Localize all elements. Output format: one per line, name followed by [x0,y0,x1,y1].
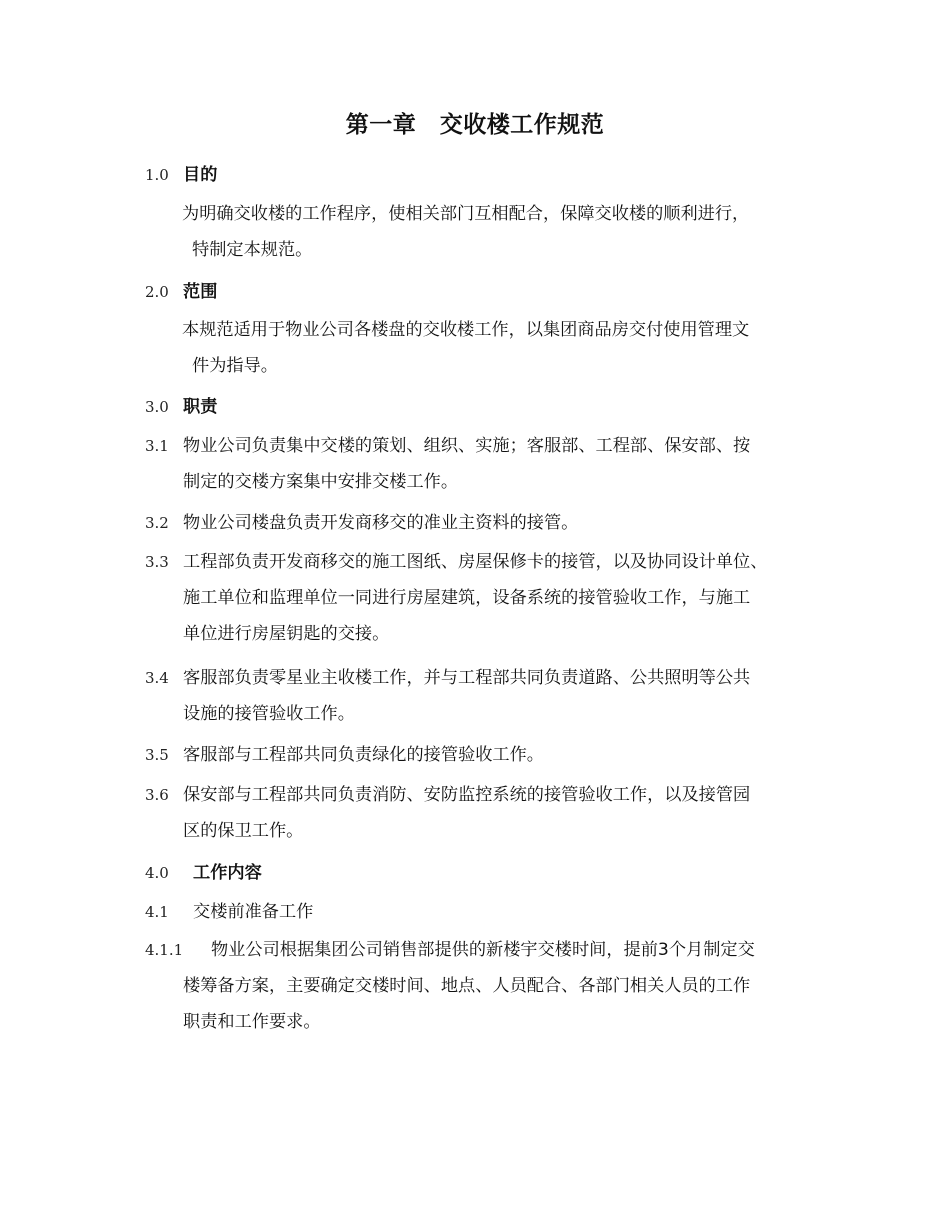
section-2-body [182,312,812,384]
item-text: 物业公司根据集团公司销售部提供的新楼宇交楼时间，提前3个月制定交 [211,940,755,960]
item-line: 设施的接管验收工作。 [183,704,355,724]
section-number: 3.0 [145,398,169,416]
section-number: 4.0 [145,864,169,882]
section-title: 目的 [183,165,218,185]
list-item-3-2 [145,505,815,541]
section-3-heading [145,389,815,425]
item-line [145,932,815,968]
list-item-3-3 [145,544,815,652]
item-line: 物业公司楼盘负责开发商移交的准业主资料的接管。 [183,513,579,533]
paragraph-line: 件为指导。 [192,356,278,376]
list-item-3-1 [145,428,815,500]
item-line: 单位进行房屋钥匙的交接。 [183,624,390,644]
item-number: 3.3 [145,553,169,571]
item-number: 3.4 [145,669,169,687]
item-number: 3.5 [145,746,169,764]
subsection-4-1 [145,894,815,930]
item-line: 职责和工作要求。 [183,1012,321,1032]
section-title: 职责 [183,397,218,417]
section-1-body [182,196,812,268]
item-number: 3.2 [145,514,169,532]
paragraph-line: 为明确交收楼的工作程序，使相关部门互相配合，保障交收楼的顺利进行， [182,204,750,224]
chapter-title: 第一章 交收楼工作规范 [345,112,605,138]
paragraph-line: 特制定本规范。 [192,240,313,260]
item-line: 区的保卫工作。 [183,821,304,841]
item-line: 施工单位和监理单位一同进行房屋建筑，设备系统的接管验收工作，与施工 [183,588,751,608]
section-number: 2.0 [145,283,169,301]
section-title: 工作内容 [193,863,262,883]
subsection-title: 交楼前准备工作 [193,902,314,922]
item-line: 客服部负责零星业主收楼工作，并与工程部共同负责道路、公共照明等公共 [183,668,751,688]
paragraph-line: 本规范适用于物业公司各楼盘的交收楼工作，以集团商品房交付使用管理文 [182,320,750,340]
item-line: 保安部与工程部共同负责消防、安防监控系统的接管验收工作，以及接管园 [183,785,751,805]
list-item-3-5 [145,737,815,773]
section-1-heading [145,157,815,193]
item-line: 物业公司负责集中交楼的策划、组织、实施；客服部、工程部、保安部、按 [183,436,751,456]
item-line: 工程部负责开发商移交的施工图纸、房屋保修卡的接管，以及协同设计单位、 [183,552,768,572]
section-number: 1.0 [145,166,169,184]
section-title: 范围 [183,282,218,302]
section-4-heading [145,855,815,891]
subsection-number: 4.1 [145,903,169,921]
item-line: 制定的交楼方案集中安排交楼工作。 [183,472,459,492]
section-2-heading [145,274,815,310]
item-line: 楼筹备方案，主要确定交楼时间、地点、人员配合、各部门相关人员的工作 [183,976,751,996]
item-number: 3.1 [145,437,169,455]
subsection-number: 4.1.1 [145,941,184,959]
item-line: 客服部与工程部共同负责绿化的接管验收工作。 [183,745,544,765]
list-item-3-4 [145,660,815,732]
item-number: 3.6 [145,786,169,804]
list-item-3-6 [145,777,815,849]
subsection-4-1-1 [145,932,815,1040]
